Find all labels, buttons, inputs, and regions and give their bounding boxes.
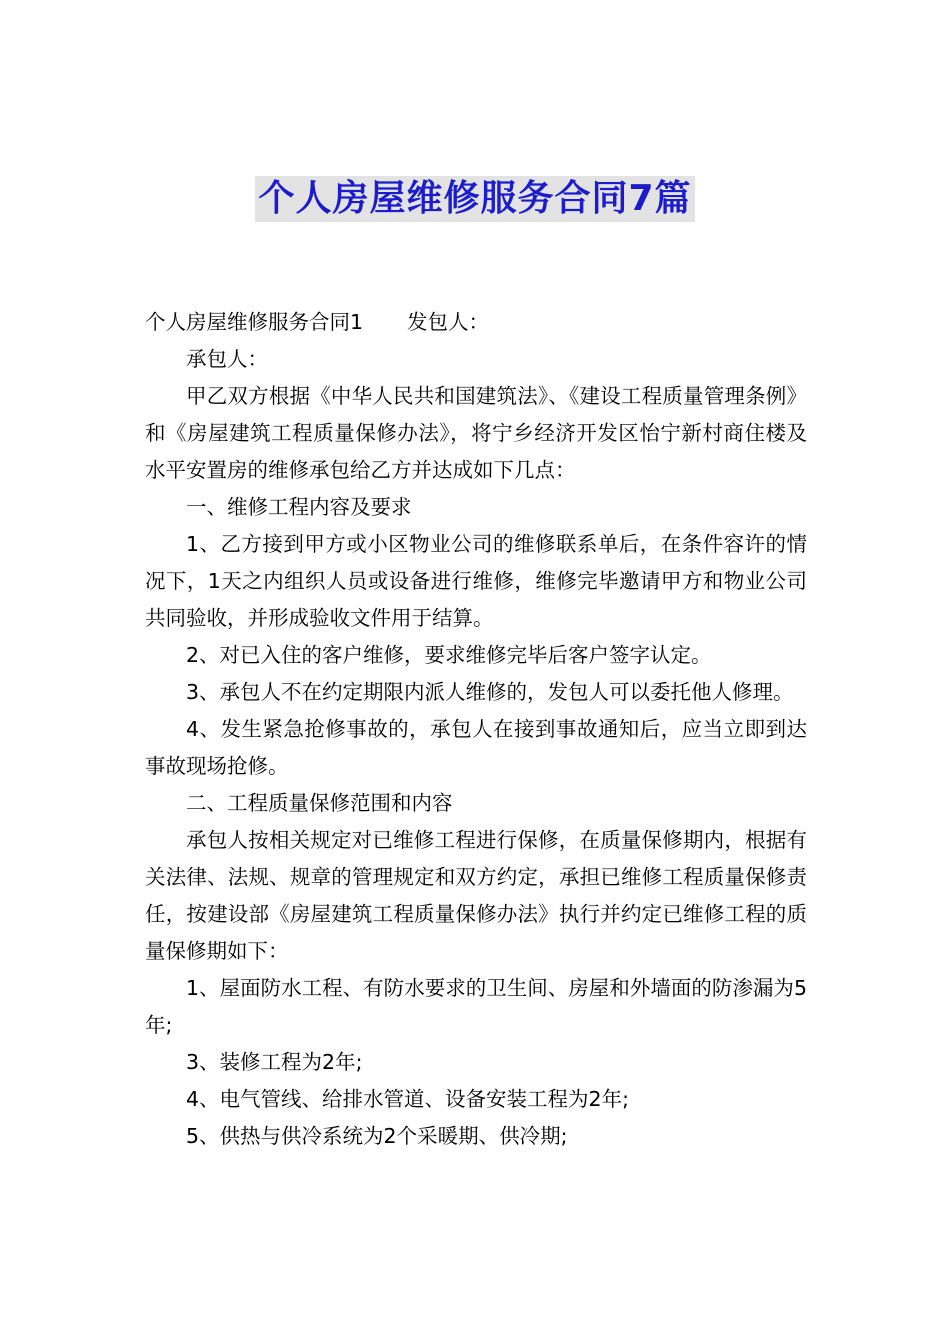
paragraph: 4、电气管线、给排水管道、设备安装工程为2年; [186,1087,629,1111]
party-a-label: 发包人： [407,310,490,334]
contract-heading-line [145,304,807,341]
document-body [145,304,807,1155]
paragraph: 承包人： [186,347,268,371]
contract-subtitle: 个人房屋维修服务合同1 [145,310,364,334]
paragraph: 承包人按相关规定对已维修工程进行保修，在质量保修期内，根据有关法律、法规、规章的管理规定和双方约定，承担已维修工程质量保修责任，按建设部《房屋建筑工程质量保修办法》执行并约定已维修工程的质量保修期如下： [145,828,807,963]
paragraph: 4、发生紧急抢修事故的，承包人在接到事故通知后，应当立即到达事故现场抢修。 [145,717,807,778]
paragraph: 3、装修工程为2年; [186,1050,363,1074]
paragraph: 1、乙方接到甲方或小区物业公司的维修联系单后，在条件容许的情况下，1天之内组织人员或设备进行维修，维修完毕邀请甲方和物业公司共同验收，并形成验收文件用于结算。 [145,532,807,630]
paragraph: 3、承包人不在约定期限内派人维修的，发包人可以委托他人修理。 [186,680,794,704]
section-heading: 二、工程质量保修范围和内容 [186,791,453,815]
section-heading: 一、维修工程内容及要求 [186,495,412,519]
paragraph: 甲乙双方根据《中华人民共和国建筑法》、《建设工程质量管理条例》和《房屋建筑工程质量保修办法》，将宁乡经济开发区怡宁新村商住楼及水平安置房的维修承包给乙方并达成如下几点： [145,384,807,482]
title-wrapper [0,176,950,222]
paragraph: 5、供热与供冷系统为2个采暖期、供冷期; [186,1124,568,1148]
paragraph: 2、对已入住的客户维修，要求维修完毕后客户签字认定。 [186,643,712,667]
document-title: 个人房屋维修服务合同7篇 [255,176,694,222]
paragraph: 1、屋面防水工程、有防水要求的卫生间、房屋和外墙面的防渗漏为5年; [145,976,807,1037]
